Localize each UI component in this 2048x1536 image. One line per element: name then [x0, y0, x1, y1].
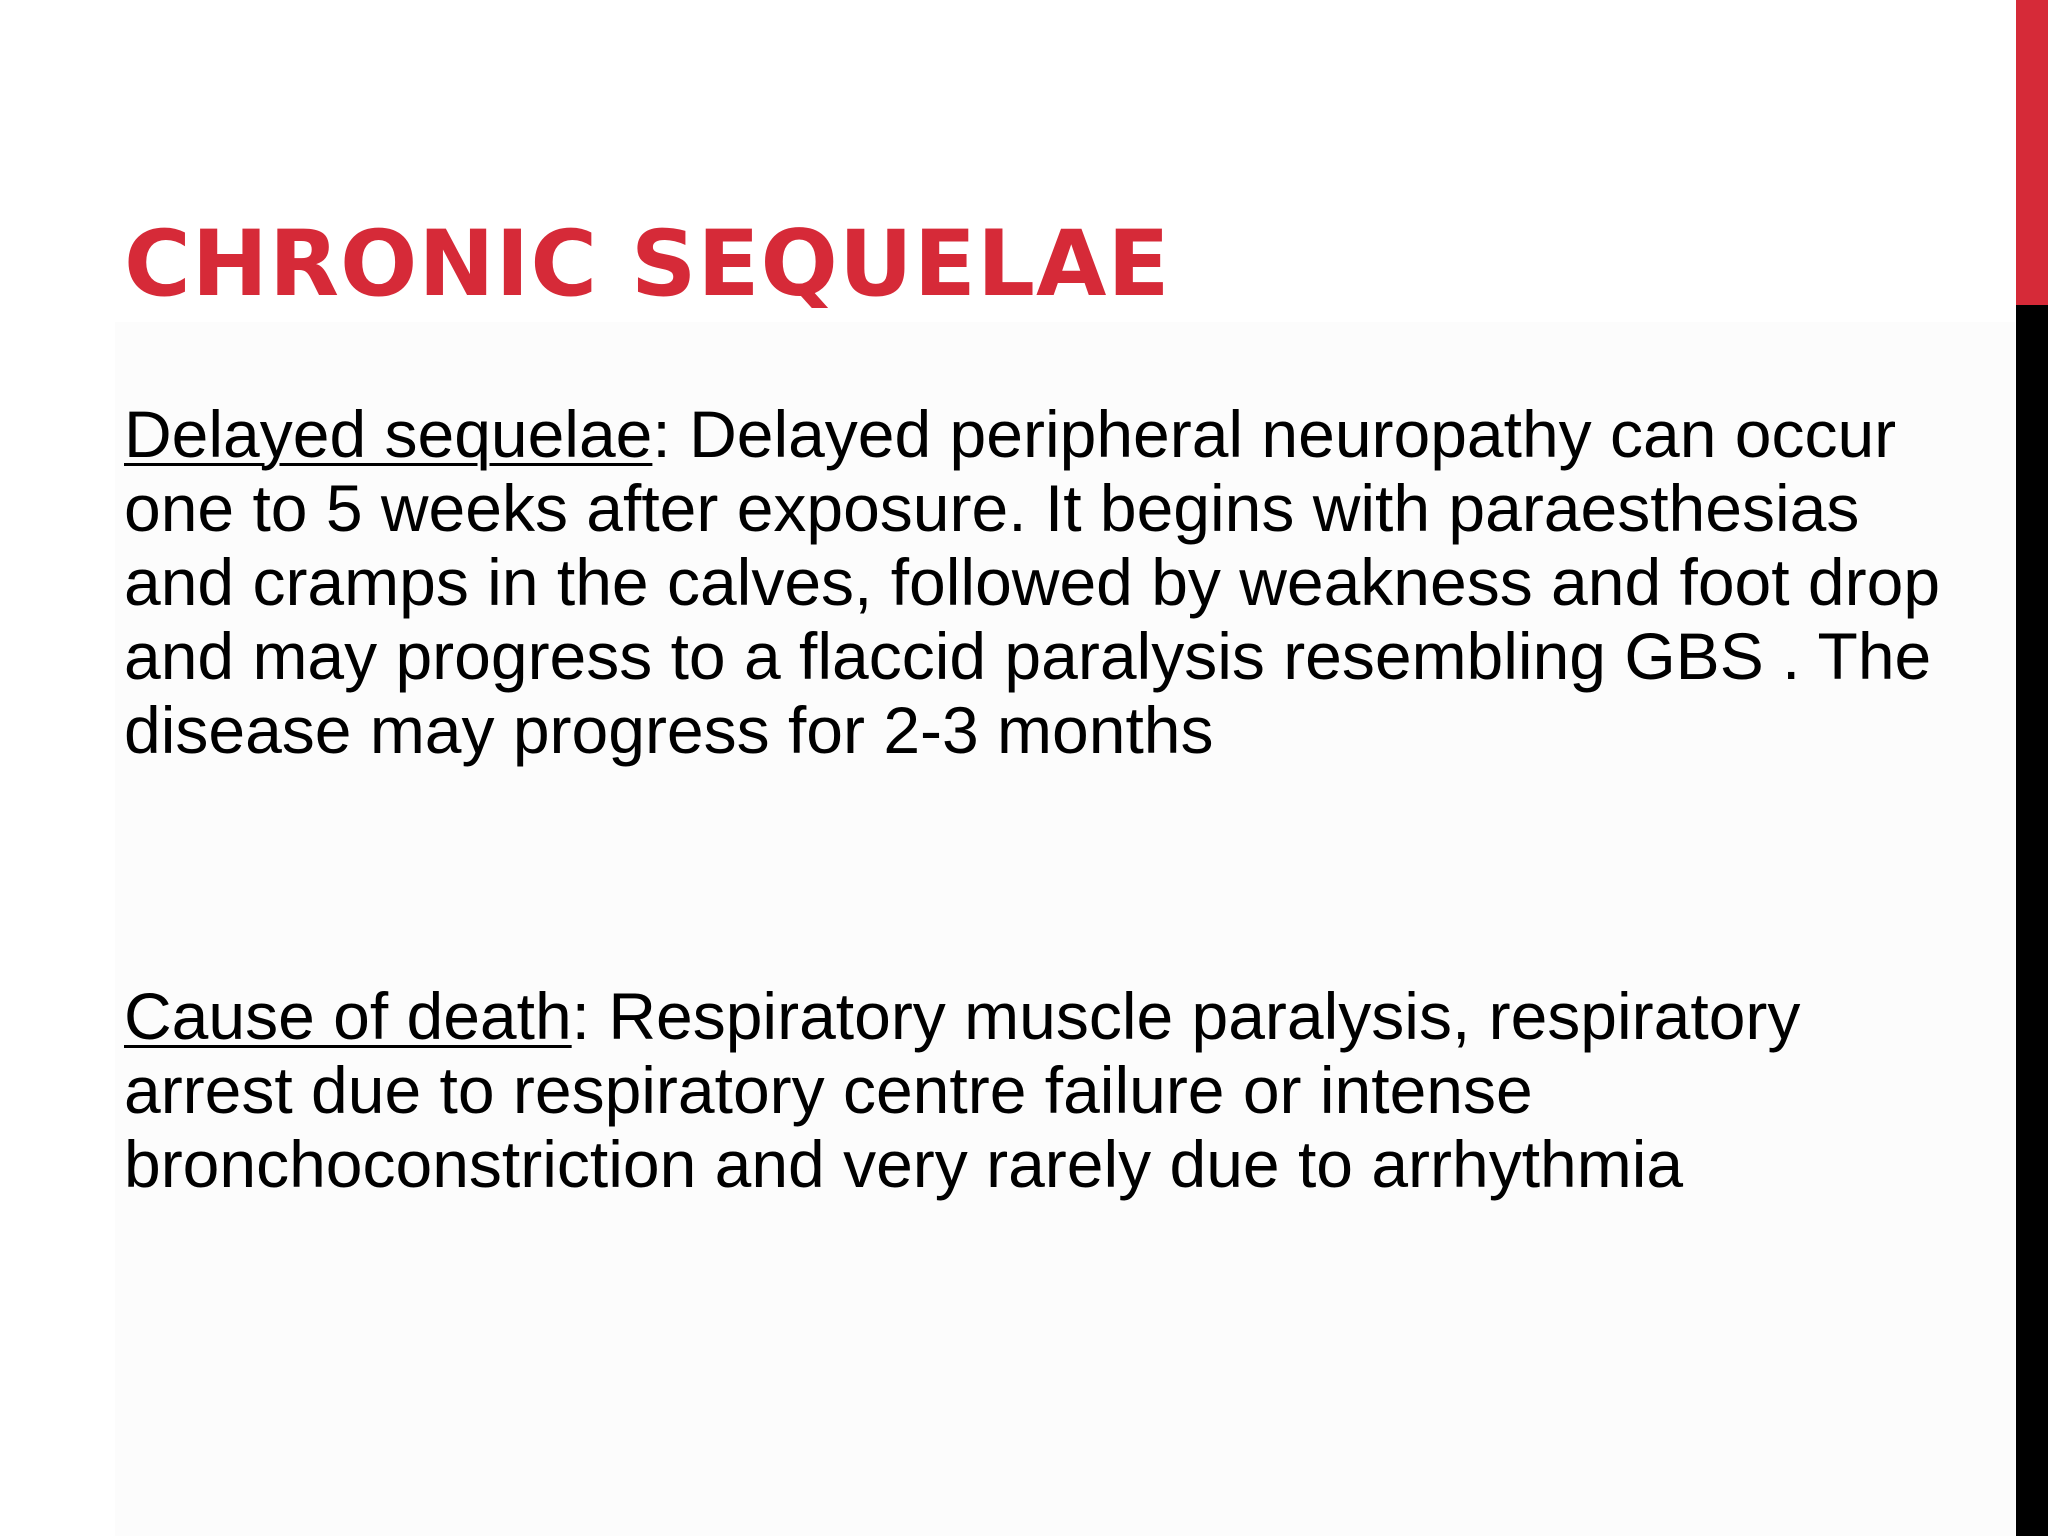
term-delayed-sequelae: Delayed sequelae	[124, 397, 653, 471]
slide-title: CHRONIC SEQUELAE	[124, 212, 1171, 317]
paragraph-cause-of-death	[124, 979, 1944, 1201]
term-cause-of-death: Cause of death	[124, 979, 572, 1053]
side-accent-bar	[2016, 0, 2048, 1536]
side-bar-red-segment	[2016, 0, 2048, 305]
paragraph-body: Respiratory muscle paralysis, respiratory arrest due to respiratory centre failure or intense bronchoconstriction and very rarely due to arrhythmia	[124, 979, 1801, 1201]
side-bar-black-segment	[2016, 305, 2048, 1536]
term-separator: :	[571, 979, 591, 1053]
paragraph-body: Delayed peripheral neuropathy can occur one to 5 weeks after exposure. It begins with paraesthesias and cramps in the calves, followed by weakness and foot drop and may progress to a flaccid paralysis resembling GBS . The disease may progress for 2-3 months	[124, 397, 1941, 767]
paragraph-delayed-sequelae	[124, 397, 1944, 767]
term-separator: :	[652, 397, 671, 471]
